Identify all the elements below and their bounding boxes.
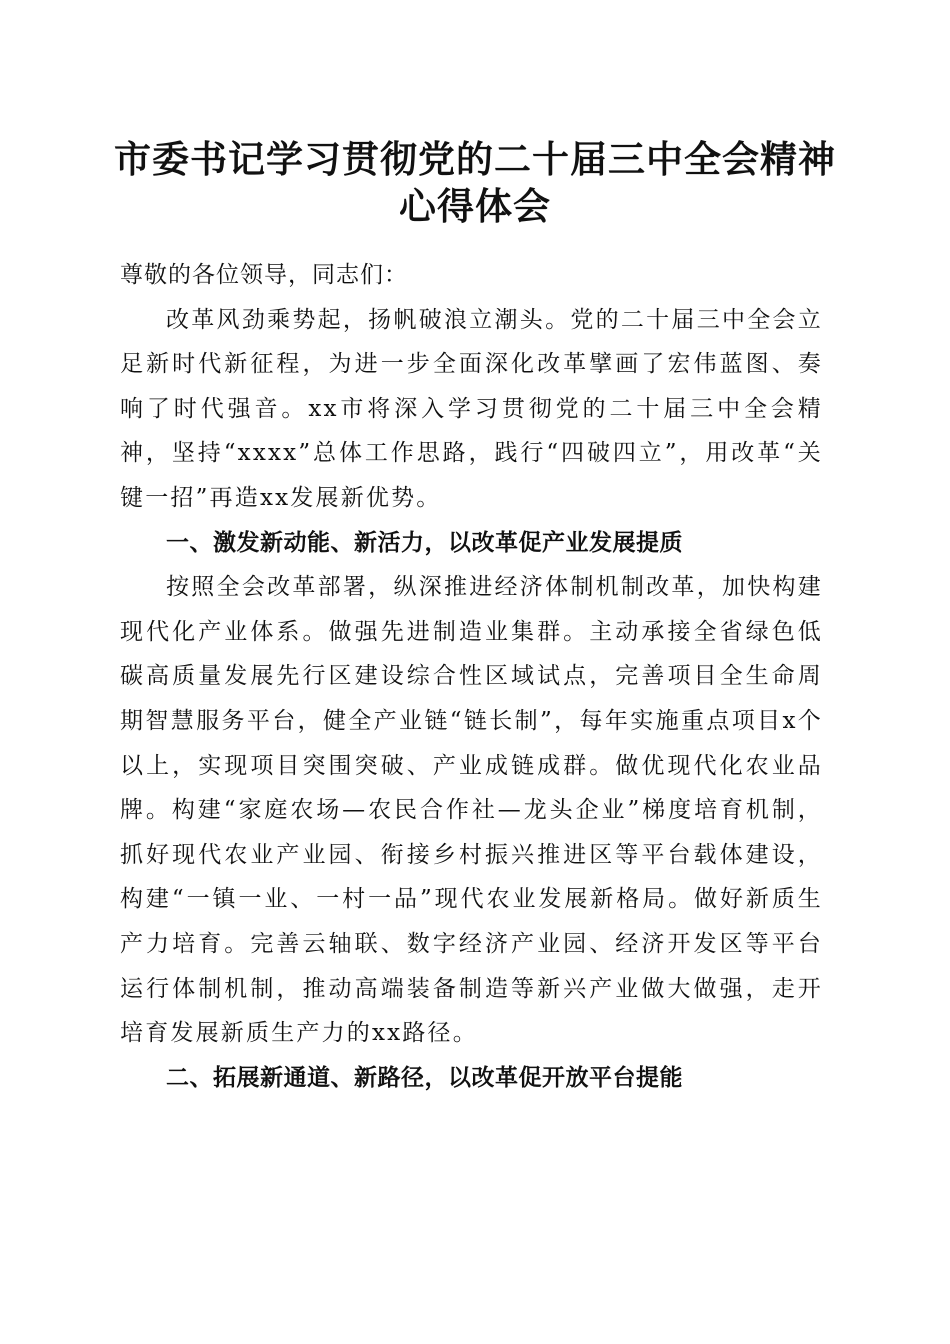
intro-paragraph: 改革风劲乘势起，扬帆破浪立潮头。党的二十届三中全会立足新时代新征程，为进一步全面深化改革擘画了宏伟蓝图、奏响了时代强音。xx市将深入学习贯彻党的二十届三中全会精神，坚持“xxxx”总体工作思路，践行“四破四立”，用改革“关键一招”再造xx发展新优势。: [120, 306, 823, 511]
document-body: [120, 253, 823, 1100]
salutation: 尊敬的各位领导，同志们：: [120, 262, 408, 288]
section-1-heading: 一、激发新动能、新活力，以改革促产业发展提质: [166, 529, 683, 556]
section-1-paragraph: 按照全会改革部署，纵深推进经济体制机制改革，加快构建现代化产业体系。做强先进制造业集群。主动承接全省绿色低碳高质量发展先行区建设综合性区域试点，完善项目全生命周期智慧服务平台，健全产业链“链长制”，每年实施重点项目x个以上，实现项目突围突破、产业成链成群。做优现代化农业品牌。构建“家庭农场—农民合作社—龙头企业”梯度培育机制，抓好现代农业产业园、衔接乡村振兴推进区等平台载体建设，构建“一镇一业、一村一品”现代农业发展新格局。做好新质生产力培育。完善云轴联、数字经济产业园、经济开发区等平台运行体制机制，推动高端装备制造等新兴产业做大做强，走开培育发展新质生产力的xx路径。: [120, 574, 823, 1047]
section-2-heading: 二、拓展新通道、新路径，以改革促开放平台提能: [166, 1064, 683, 1091]
document-title: 市委书记学习贯彻党的二十届三中全会精神心得体会: [114, 137, 836, 228]
